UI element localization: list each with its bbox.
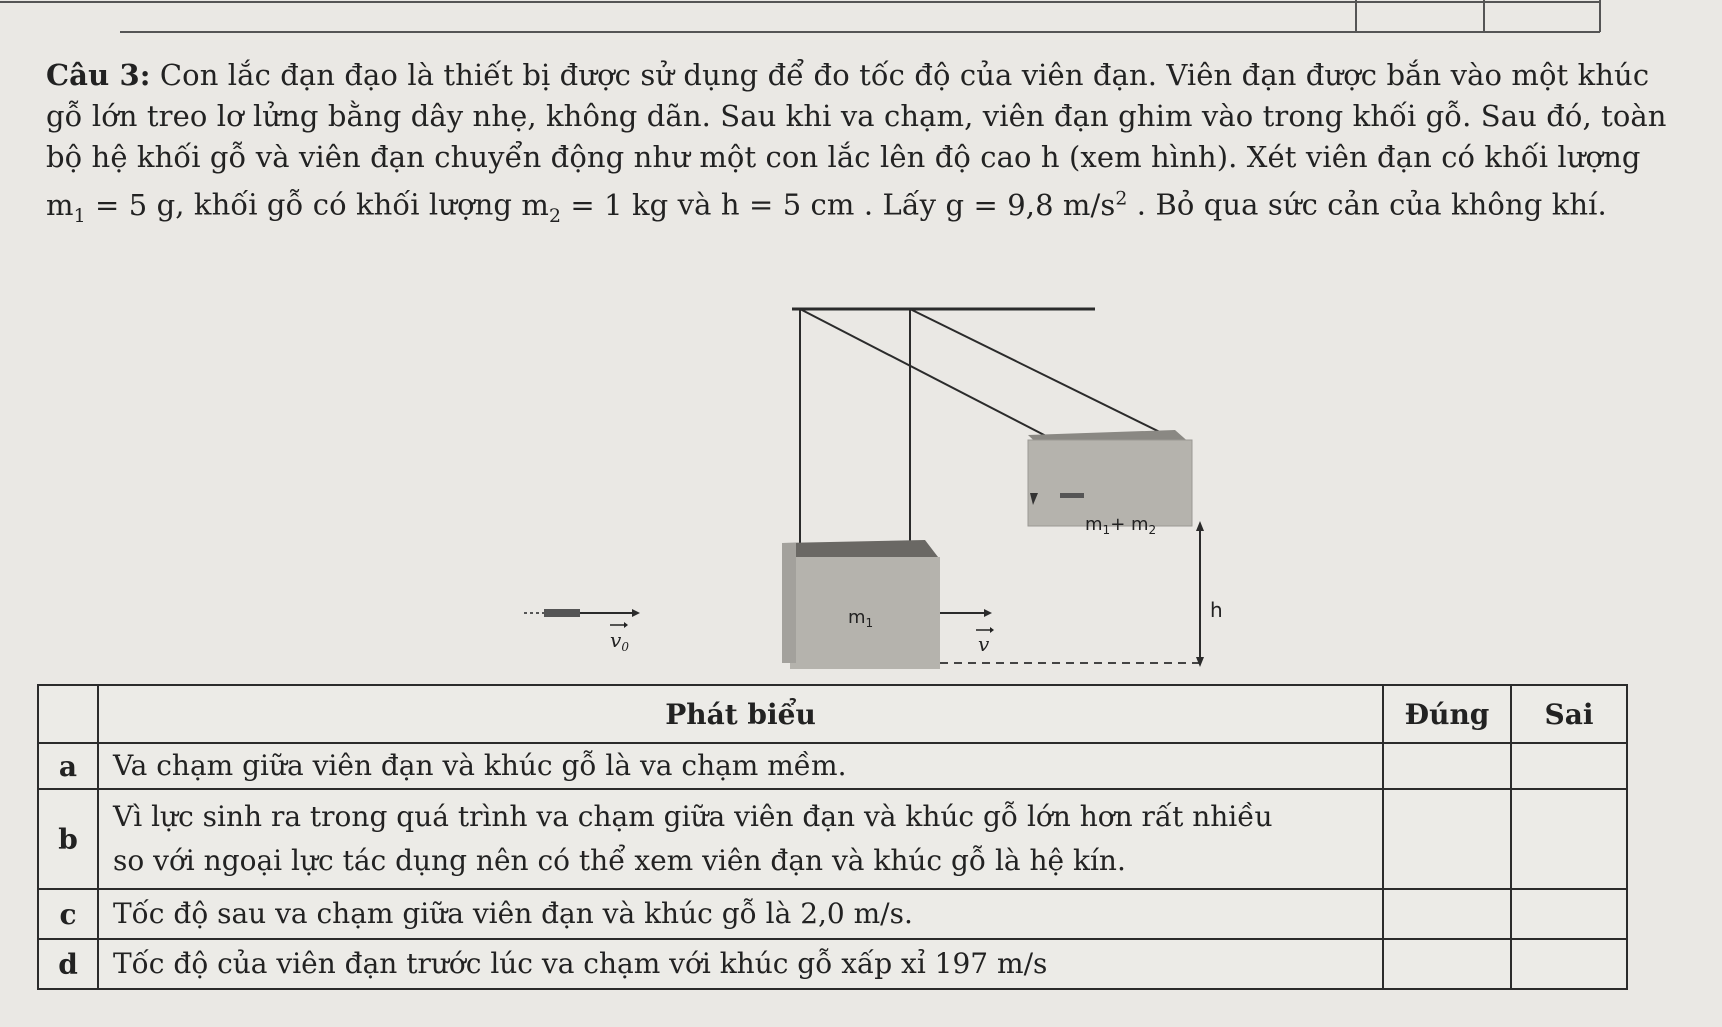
false-checkbox-cell[interactable]	[1511, 743, 1627, 789]
false-checkbox-cell[interactable]	[1511, 789, 1627, 889]
row-label: c	[38, 889, 98, 939]
row-statement: Va chạm giữa viên đạn và khúc gỗ là va chạm mềm.	[98, 743, 1383, 789]
table-row	[38, 743, 1627, 789]
page-top-border	[0, 0, 1722, 40]
header-false: Sai	[1511, 685, 1627, 743]
header-true: Đúng	[1383, 685, 1511, 743]
table-row	[38, 789, 1627, 889]
bullet	[524, 609, 640, 654]
statements-table	[37, 684, 1628, 990]
row-label: b	[38, 789, 98, 889]
false-checkbox-cell[interactable]	[1511, 889, 1627, 939]
row-statement: Tốc độ của viên đạn trước lúc va chạm với khúc gỗ xấp xỉ 197 m/s	[98, 939, 1383, 989]
true-checkbox-cell[interactable]	[1383, 939, 1511, 989]
question-line-2: gỗ lớn treo lơ lửng bằng dây nhẹ, không dãn. Sau khi va chạm, viên đạn ghim vào trong khối gỗ. Sau đó, toàn	[46, 99, 1667, 133]
label-m1-plus-m2: $m_1+ m_2$	[1085, 514, 1157, 537]
question-line-4: $m_1 = 5$ g, khối gỗ có khối lượng $m_2 = 1$ kg và h = 5 cm . Lấy g = 9,8 $m/s^2$ . Bỏ qua sức cản của không khí.	[46, 187, 1607, 227]
table-header-row	[38, 685, 1627, 743]
question-line-3: bộ hệ khối gỗ và viên đạn chuyển động như một con lắc lên độ cao h (xem hình). Xét viên đạn có khối lượng	[46, 140, 1641, 174]
label-v: v	[978, 632, 990, 656]
question-text	[46, 55, 1666, 236]
header-statement: Phát biểu	[98, 685, 1383, 743]
question-label: Câu 3:	[46, 58, 151, 92]
string-angled-left	[800, 309, 1048, 437]
ballistic-pendulum-diagram	[520, 295, 1240, 675]
row-label: d	[38, 939, 98, 989]
row-label: a	[38, 743, 98, 789]
initial-block	[782, 540, 940, 669]
question-line-1: Câu 3: Con lắc đạn đạo là thiết bị được sử dụng để đo tốc độ của viên đạn. Viên đạn được bắn vào một khúc	[46, 58, 1650, 92]
label-m1: $m_1$	[848, 607, 874, 630]
label-v0: $v_0$	[610, 628, 629, 654]
header-empty	[38, 685, 98, 743]
label-h: h	[1210, 598, 1223, 622]
true-checkbox-cell[interactable]	[1383, 789, 1511, 889]
table-row	[38, 889, 1627, 939]
row-statement: Vì lực sinh ra trong quá trình va chạm giữa viên đạn và khúc gỗ lớn hơn rất nhiều so với ngoại lực tác dụng nên có thể xem viên đạn và khúc gỗ là hệ kín.	[98, 789, 1383, 889]
row-statement: Tốc độ sau va chạm giữa viên đạn và khúc gỗ là 2,0 m/s.	[98, 889, 1383, 939]
table-row	[38, 939, 1627, 989]
swung-block	[1028, 430, 1192, 537]
v-arrow	[940, 609, 994, 656]
true-checkbox-cell[interactable]	[1383, 743, 1511, 789]
string-angled-right	[910, 309, 1170, 437]
true-checkbox-cell[interactable]	[1383, 889, 1511, 939]
false-checkbox-cell[interactable]	[1511, 939, 1627, 989]
